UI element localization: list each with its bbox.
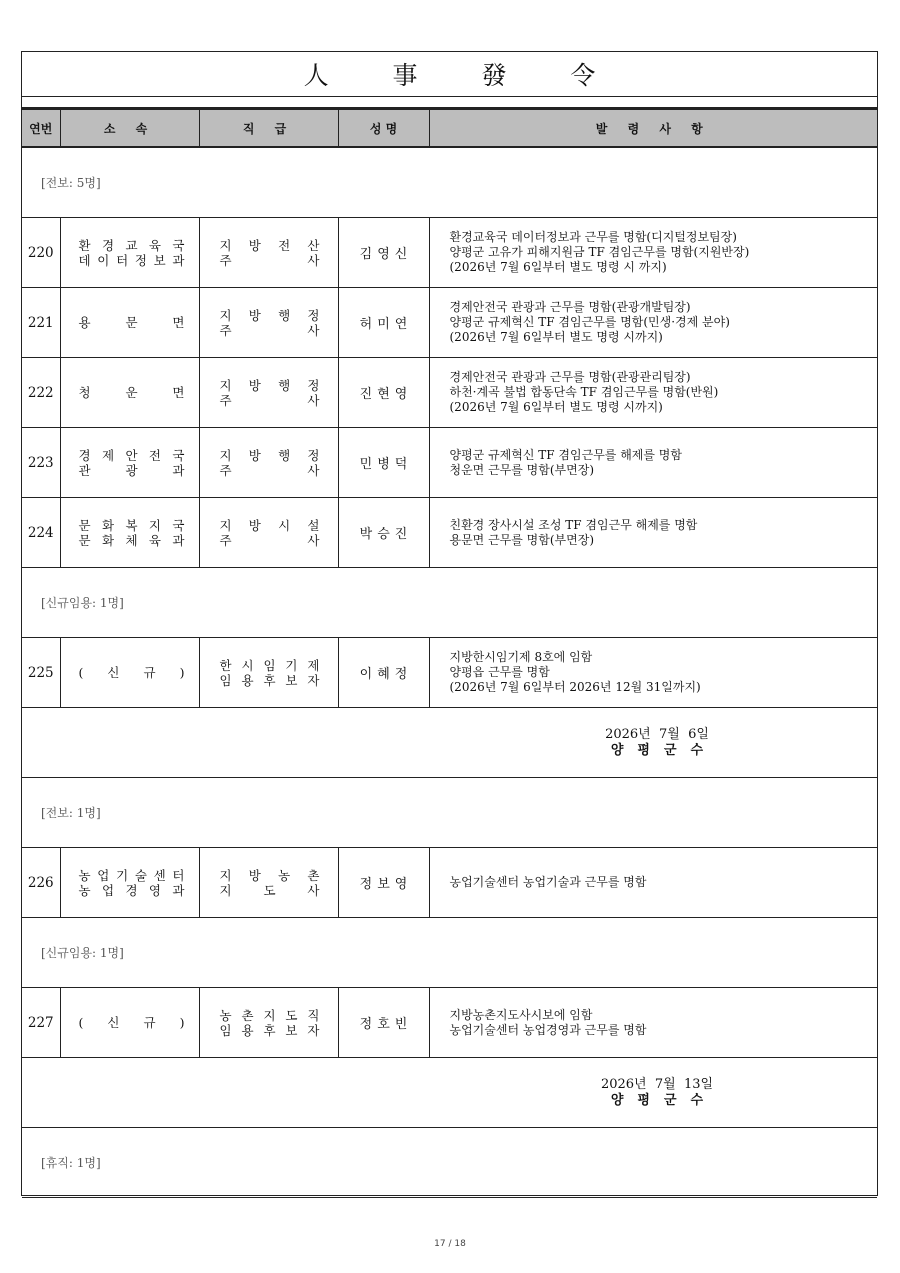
table-body xyxy=(22,147,877,1198)
serial-number: 225 xyxy=(22,638,60,708)
department xyxy=(60,988,199,1058)
rank-line: 주 사 xyxy=(219,532,320,548)
signature-cell xyxy=(22,1058,877,1128)
order-line: 경제안전국 관광과 근무를 명함(관광개발팀장) xyxy=(449,300,691,314)
order-line: 용문면 근무를 명함(부면장) xyxy=(449,532,595,547)
department xyxy=(60,288,199,358)
order-line: 양평군 고유가 피해지원금 TF 겸임근무를 명함(지원반장) xyxy=(449,245,750,259)
order-details xyxy=(429,988,877,1058)
serial-number: 222 xyxy=(22,358,60,428)
order-line: (2026년 7월 6일부터 별도 명령 시까지) xyxy=(449,330,663,344)
personnel-table xyxy=(22,108,877,1198)
rank-line: 한 시 임 기 제 xyxy=(219,657,320,673)
signer-title: 양평군수 xyxy=(610,1092,718,1108)
department xyxy=(60,218,199,288)
order-details xyxy=(429,358,877,428)
rank-line: 임 용 후 보 자 xyxy=(219,672,320,688)
section-label: [신규임용: 1명] xyxy=(22,918,877,988)
section-row xyxy=(22,1128,877,1198)
rank xyxy=(199,218,338,288)
order-line: (2026년 7월 6일부터 별도 명령 시 까지) xyxy=(449,260,667,274)
order-line: 환경교육국 데이터정보과 근무를 명함(디지털정보팀장) xyxy=(449,230,737,244)
header-name: 성 명 xyxy=(338,109,429,147)
order-details xyxy=(429,638,877,708)
department-line: 데 이 터 정 보 과 xyxy=(78,252,185,268)
order-line: 양평읍 근무를 명함 xyxy=(449,665,550,679)
section-row xyxy=(22,918,877,988)
rank xyxy=(199,428,338,498)
serial-number: 221 xyxy=(22,288,60,358)
table-row xyxy=(22,848,877,918)
section-row xyxy=(22,568,877,638)
serial-number: 220 xyxy=(22,218,60,288)
order-line: 지방농촌지도사시보에 임함 xyxy=(449,1007,593,1022)
person-name: 박승진 xyxy=(338,498,429,568)
table-row xyxy=(22,498,877,568)
rank xyxy=(199,988,338,1058)
order-details xyxy=(429,498,877,568)
rank-line: 임 용 후 보 자 xyxy=(219,1022,320,1038)
signature-block xyxy=(592,1077,722,1109)
department-line: ( 신 규 ) xyxy=(78,1015,185,1030)
signature-block xyxy=(592,727,722,759)
rank-line: 지 방 시 설 xyxy=(219,517,320,533)
department xyxy=(60,428,199,498)
rank-line: 지 방 행 정 xyxy=(219,377,320,393)
table-row xyxy=(22,358,877,428)
rank-line: 지 방 행 정 xyxy=(219,307,320,323)
serial-number: 224 xyxy=(22,498,60,568)
department-line: ( 신 규 ) xyxy=(78,665,185,680)
rank-line: 지 방 전 산 xyxy=(219,237,320,253)
rank-line: 농 촌 지 도 직 xyxy=(219,1007,320,1023)
table-row xyxy=(22,288,877,358)
rank-line: 지 방 농 촌 xyxy=(219,867,320,883)
section-row xyxy=(22,147,877,218)
rank-line: 주 사 xyxy=(219,392,320,408)
rank xyxy=(199,848,338,918)
order-line: 양평군 규제혁신 TF 겸임근무를 해제를 명함 xyxy=(449,447,682,462)
serial-number: 226 xyxy=(22,848,60,918)
section-row xyxy=(22,778,877,848)
department-line: 문 화 복 지 국 xyxy=(78,517,185,533)
header-order: 발 령 사 항 xyxy=(429,109,877,147)
rank xyxy=(199,288,338,358)
department xyxy=(60,498,199,568)
person-name: 이혜정 xyxy=(338,638,429,708)
section-label: [전보: 5명] xyxy=(22,147,877,218)
rank xyxy=(199,358,338,428)
rank xyxy=(199,638,338,708)
person-name: 허미연 xyxy=(338,288,429,358)
page-number: 17 / 18 xyxy=(434,1239,466,1249)
rank-line: 지 도 사 xyxy=(219,882,320,898)
order-line: 하천·계곡 불법 합동단속 TF 겸임근무를 명함(반원) xyxy=(449,385,719,399)
order-line: 경제안전국 관광과 근무를 명함(관광관리팀장) xyxy=(449,370,691,384)
serial-number: 227 xyxy=(22,988,60,1058)
department-line: 농 업 경 영 과 xyxy=(78,882,185,898)
person-name: 김영신 xyxy=(338,218,429,288)
section-label: [휴직: 1명] xyxy=(22,1128,877,1198)
rank xyxy=(199,498,338,568)
signature-date: 2026년 7월 6일 xyxy=(605,726,709,742)
order-line: 농업기술센터 농업경영과 근무를 명함 xyxy=(449,1022,647,1037)
person-name: 정호빈 xyxy=(338,988,429,1058)
order-line: 지방한시임기제 8호에 임함 xyxy=(449,650,593,664)
header-no: 연번 xyxy=(22,109,60,147)
department xyxy=(60,638,199,708)
person-name: 민병덕 xyxy=(338,428,429,498)
person-name: 정보영 xyxy=(338,848,429,918)
signature-row xyxy=(22,1058,877,1128)
table-row xyxy=(22,428,877,498)
table-header-row xyxy=(22,109,877,147)
order-line: 친환경 장사시설 조성 TF 겸임근무 해제를 명함 xyxy=(449,517,698,532)
rank-line: 주 사 xyxy=(219,462,320,478)
section-label: [신규임용: 1명] xyxy=(22,568,877,638)
rank-line: 주 사 xyxy=(219,252,320,268)
document-frame xyxy=(21,51,878,1196)
order-details xyxy=(429,848,877,918)
rank-line: 주 사 xyxy=(219,322,320,338)
title-box xyxy=(22,52,877,97)
order-details xyxy=(429,428,877,498)
document-title: 人 事 發 令 xyxy=(303,61,624,90)
department-line: 경 제 안 전 국 xyxy=(78,447,185,463)
order-line: (2026년 7월 6일부터 별도 명령 시까지) xyxy=(449,400,663,414)
order-line: (2026년 7월 6일부터 2026년 12월 31일까지) xyxy=(449,680,701,694)
signature-cell xyxy=(22,708,877,778)
order-line: 청운면 근무를 명함(부면장) xyxy=(449,462,595,477)
department-line: 문 화 체 육 과 xyxy=(78,532,185,548)
serial-number: 223 xyxy=(22,428,60,498)
department xyxy=(60,358,199,428)
order-details xyxy=(429,288,877,358)
department-line: 청 운 면 xyxy=(78,385,185,400)
title-gap xyxy=(22,97,877,108)
section-label: [전보: 1명] xyxy=(22,778,877,848)
department-line: 용 문 면 xyxy=(78,315,185,330)
department xyxy=(60,848,199,918)
signature-row xyxy=(22,708,877,778)
order-details xyxy=(429,218,877,288)
table-row xyxy=(22,638,877,708)
table-row xyxy=(22,988,877,1058)
person-name: 진현영 xyxy=(338,358,429,428)
signature-date: 2026년 7월 13일 xyxy=(600,1076,714,1092)
order-line: 농업기술센터 농업기술과 근무를 명함 xyxy=(449,875,647,889)
header-rank: 직 급 xyxy=(199,109,338,147)
department-line: 농 업 기 술 센 터 xyxy=(78,867,185,883)
rank-line: 지 방 행 정 xyxy=(219,447,320,463)
order-line: 양평군 규제혁신 TF 겸임근무를 명함(민생·경제 분야) xyxy=(449,315,730,329)
department-line: 환 경 교 육 국 xyxy=(78,237,185,253)
table-row xyxy=(22,218,877,288)
signer-title: 양평군수 xyxy=(610,742,718,758)
department-line: 관 광 과 xyxy=(78,462,185,478)
header-dept: 소 속 xyxy=(60,109,199,147)
